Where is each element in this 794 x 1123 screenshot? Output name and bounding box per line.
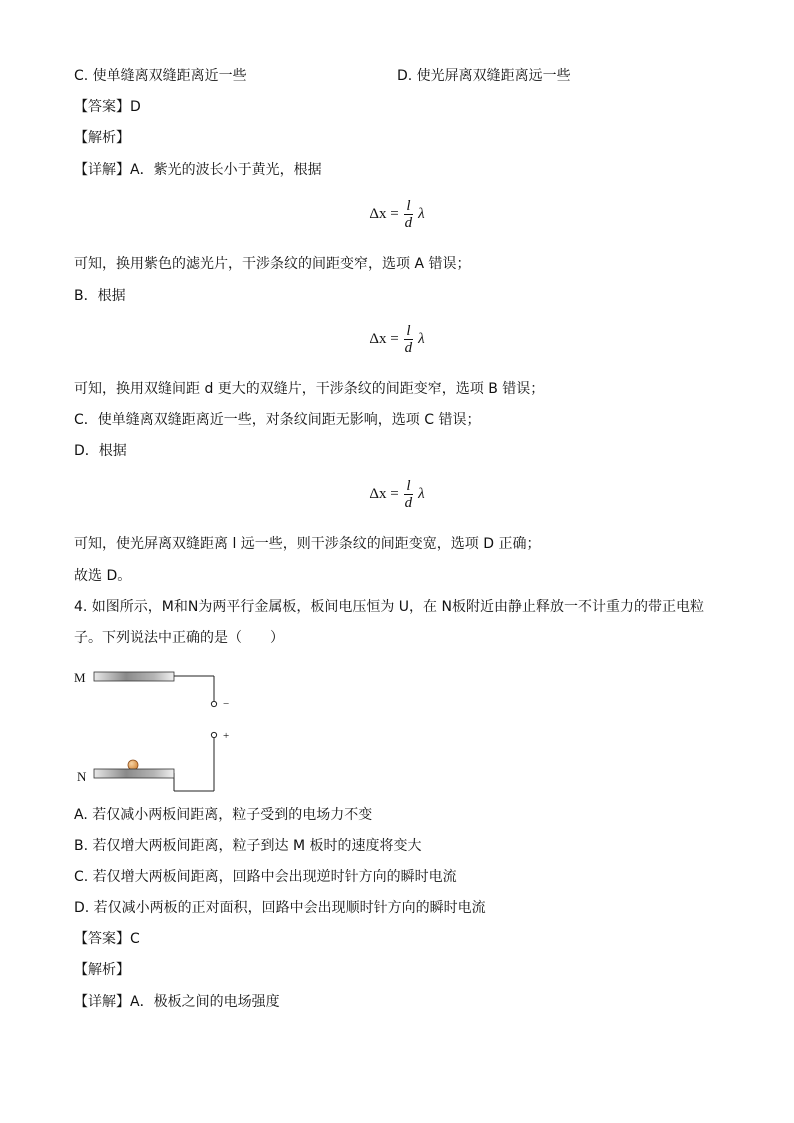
formula-lhs: Δx =: [369, 206, 399, 222]
formula-fraction: [403, 198, 415, 231]
formula-fringe-spacing-2: [0, 323, 794, 356]
d-label-q3: D．根据: [74, 443, 127, 459]
q4-option-d: D. 若仅减小两板的正对面积，回路中会出现顺时针方向的瞬时电流: [74, 900, 486, 916]
formula-numerator: l: [406, 198, 411, 214]
plate-n-label: N: [77, 769, 87, 784]
capacitor-diagram: [74, 660, 254, 792]
q4-stem-line1: 4. 如图所示，M和N为两平行金属板，板间电压恒为 U，在 N板附近由静止释放一不计重力的带正电粒: [74, 599, 704, 615]
c-line-q3: C．使单缝离双缝距离近一些，对条纹间距无影响，选项 C 错误；: [74, 412, 481, 428]
formula-rhs: λ: [418, 486, 425, 502]
option-c-prev: C. 使单缝离双缝距离近一些: [74, 68, 247, 84]
formula-rhs: λ: [418, 206, 425, 222]
conclusion-d-q3: 可知，使光屏离双缝距离 l 远一些，则干涉条纹的间距变宽，选项 D 正确；: [74, 536, 541, 552]
b-label-q3: B．根据: [74, 288, 126, 304]
plus-sign: +: [223, 730, 230, 742]
conclusion-b-q3: 可知，换用双缝间距 d 更大的双缝片，干涉条纹的间距变窄，选项 B 错误；: [74, 381, 545, 397]
formula-lhs: Δx =: [369, 486, 399, 502]
formula-fringe-spacing-3: [0, 478, 794, 511]
formula-lhs: Δx =: [369, 331, 399, 347]
detail-a-q4: 【详解】A．极板之间的电场强度: [74, 994, 280, 1010]
formula-denominator: d: [404, 340, 413, 356]
plate-m-label: M: [74, 670, 86, 685]
formula-denominator: d: [404, 495, 413, 511]
q4-option-a: A. 若仅减小两板间距离，粒子受到的电场力不变: [74, 807, 373, 823]
formula-fringe-spacing-1: [0, 198, 794, 231]
formula-fraction: [403, 478, 415, 511]
formula-fraction: [403, 323, 415, 356]
formula-numerator: l: [406, 478, 411, 494]
q4-option-c: C. 若仅增大两板间距离，回路中会出现逆时针方向的瞬时电流: [74, 869, 457, 885]
charged-particle: [128, 760, 138, 770]
conclusion-a-q3: 可知，换用紫色的滤光片，干涉条纹的间距变窄，选项 A 错误；: [74, 256, 471, 272]
q4-stem-line2: 子。下列说法中正确的是（ ）: [74, 630, 284, 646]
plate-n: [94, 769, 174, 778]
plate-m: [94, 672, 174, 681]
formula-rhs: λ: [418, 331, 425, 347]
formula-numerator: l: [406, 323, 411, 339]
final-choice-q3: 故选 D。: [74, 568, 132, 584]
formula-denominator: d: [404, 215, 413, 231]
detail-a-q3: 【详解】A．紫光的波长小于黄光，根据: [74, 162, 322, 178]
q4-option-b: B. 若仅增大两板间距离，粒子到达 M 板时的速度将变大: [74, 838, 422, 854]
analysis-label-q4: 【解析】: [74, 962, 130, 978]
terminal-minus: [211, 701, 216, 706]
terminal-plus: [211, 732, 216, 737]
answer-q4: 【答案】C: [74, 931, 140, 947]
minus-sign: −: [223, 698, 230, 710]
answer-q3: 【答案】D: [74, 99, 141, 115]
analysis-label-q3: 【解析】: [74, 130, 130, 146]
option-d-prev: D. 使光屏离双缝距离远一些: [397, 68, 571, 84]
